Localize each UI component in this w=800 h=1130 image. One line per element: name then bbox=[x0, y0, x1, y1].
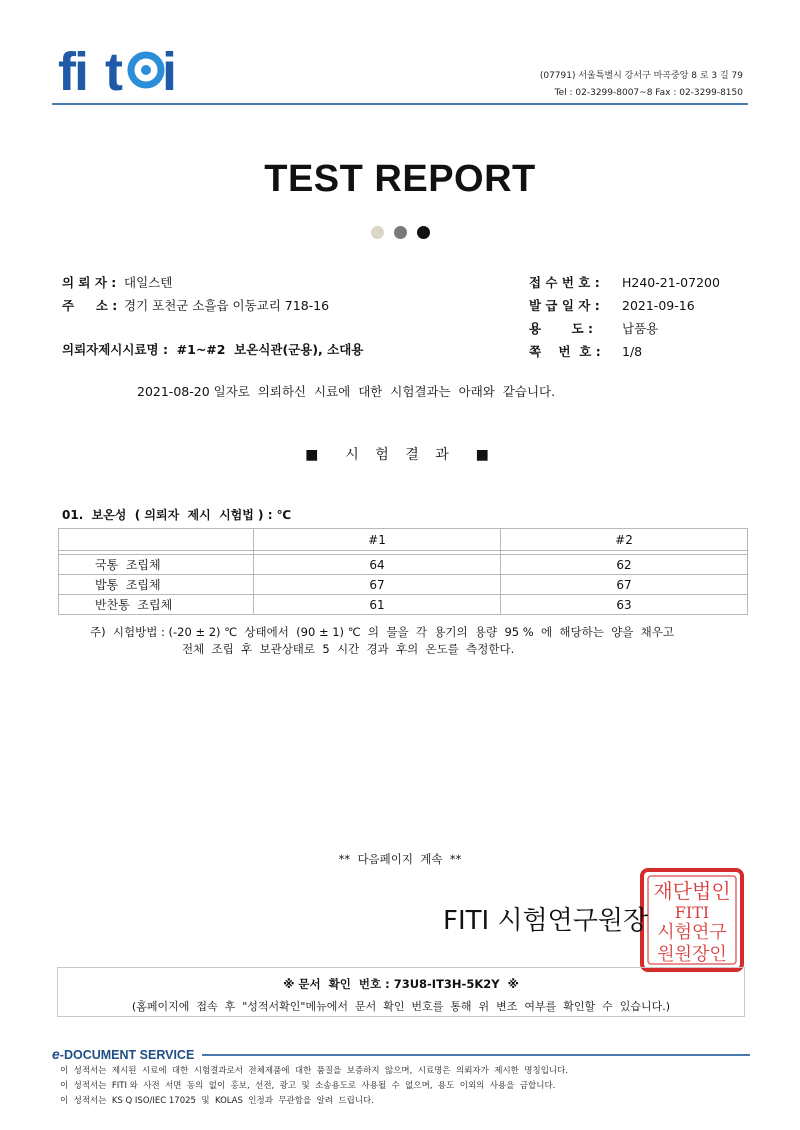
svg-text:원원장인: 원원장인 bbox=[657, 944, 727, 965]
receipt-no-label: 접 수 번 호 : bbox=[529, 275, 600, 290]
fiti-logo bbox=[58, 44, 184, 98]
issue-date-label: 발 급 일 자 : bbox=[529, 298, 600, 313]
report-title: TEST REPORT bbox=[264, 158, 536, 200]
row-value-2: 62 bbox=[501, 555, 748, 575]
receipt-row bbox=[529, 271, 720, 294]
page-no-label: 쪽 번 호 : bbox=[529, 344, 601, 359]
row-value-2: 63 bbox=[501, 595, 748, 615]
intro-text: 2021-08-20 일자로 의뢰하신 시료에 대한 시험결과는 아래와 같습니다. bbox=[137, 384, 556, 399]
client-row bbox=[62, 271, 329, 294]
section-title: 01. 보온성 ( 의뢰자 제시 시험법 ) : ℃ bbox=[62, 508, 292, 522]
header-blank-cell bbox=[59, 529, 254, 551]
page-no-row bbox=[529, 340, 720, 363]
address-value: 경기 포천군 소흘읍 이동교리 718-16 bbox=[124, 298, 330, 313]
receipt-info bbox=[529, 271, 720, 363]
receipt-no-value: H240-21-07200 bbox=[622, 275, 720, 290]
svg-text:i: i bbox=[162, 44, 178, 98]
address-text: (07791) 서울특별시 강서구 마곡중앙 8 로 3 길 79 bbox=[539, 71, 743, 81]
row-name: 반찬통 조립체 bbox=[59, 595, 254, 615]
title-dots bbox=[0, 226, 800, 239]
client-label: 의 뢰 자 : bbox=[62, 275, 117, 290]
client-value: 대일스텐 bbox=[124, 275, 173, 290]
note-line-2: 전체 조립 후 보관상태로 5 시간 경과 후의 온도를 측정한다. bbox=[182, 642, 515, 656]
note-line-1: 주) 시험방법 : (-20 ± 2) ℃ 상태에서 (90 ± 1) ℃ 의 물을 각 용기의 용량 95 % 에 해당하는 양을 채우고 bbox=[90, 625, 675, 639]
test-method-note bbox=[90, 624, 674, 658]
signature-text: FITI 시험연구원장 bbox=[443, 906, 649, 936]
svg-text:fi: fi bbox=[58, 44, 87, 98]
edocument-service-label bbox=[52, 1046, 194, 1062]
footer-line-3: 이 성적서는 KS Q ISO/IEC 17025 및 KOLAS 인정과 무관함을 알려 드립니다. bbox=[60, 1096, 374, 1106]
table-row bbox=[59, 555, 748, 575]
svg-text:t: t bbox=[105, 44, 123, 98]
dot-black bbox=[417, 226, 430, 239]
footer-line-1: 이 성적서는 제시된 시료에 대한 시험결과로서 전체제품에 대한 품질을 보증하지 않으며, 시료명은 의뢰자가 제시한 명칭입니다. bbox=[60, 1066, 569, 1076]
issue-date-value: 2021-09-16 bbox=[622, 298, 695, 313]
footer-divider bbox=[202, 1054, 750, 1056]
footer-notes bbox=[60, 1064, 568, 1109]
row-value-1: 67 bbox=[254, 575, 501, 595]
purpose-row bbox=[529, 317, 720, 340]
footer-line-2: 이 성적서는 FITI 와 사전 서면 동의 없이 홍보, 선전, 광고 및 소송용도로 사용될 수 없으며, 용도 이외의 사용을 금합니다. bbox=[60, 1081, 556, 1091]
address-row bbox=[62, 294, 329, 317]
confirm-instructions: (홈페이지에 접속 후 "성적서확인"메뉴에서 문서 확인 번호를 통해 위 변조 여부를 확인할 수 있습니다.) bbox=[131, 1000, 671, 1013]
issue-date-row bbox=[529, 294, 720, 317]
table-header-row bbox=[59, 529, 748, 551]
page-no-value: 1/8 bbox=[622, 344, 643, 359]
edoc-label: -DOCUMENT SERVICE bbox=[59, 1048, 195, 1062]
phone-fax-text: Tel : 02-3299-8007~8 Fax : 02-3299-8150 bbox=[554, 88, 743, 98]
table-row bbox=[59, 595, 748, 615]
document-confirm-box bbox=[57, 967, 745, 1017]
column-header-2: #2 bbox=[501, 529, 748, 551]
edoc-prefix: e bbox=[52, 1046, 60, 1062]
official-seal bbox=[640, 868, 744, 972]
client-info bbox=[62, 271, 329, 317]
result-heading: ■ 시 험 결 과 ■ bbox=[305, 447, 495, 463]
header-contact bbox=[540, 68, 743, 102]
svg-text:FITI: FITI bbox=[674, 903, 710, 922]
row-value-2: 67 bbox=[501, 575, 748, 595]
sample-name: 의뢰자제시시료명 : #1~#2 보온식관(군용), 소대용 bbox=[62, 342, 364, 357]
address-label: 주 소 : bbox=[62, 298, 118, 313]
svg-text:재단법인: 재단법인 bbox=[653, 879, 731, 903]
row-name: 국통 조립체 bbox=[59, 555, 254, 575]
row-name: 밥통 조립체 bbox=[59, 575, 254, 595]
purpose-value: 납품용 bbox=[622, 321, 659, 336]
dot-gray bbox=[394, 226, 407, 239]
dot-light bbox=[371, 226, 384, 239]
results-table bbox=[58, 528, 748, 615]
row-value-1: 64 bbox=[254, 555, 501, 575]
row-value-1: 61 bbox=[254, 595, 501, 615]
purpose-label: 용 도 : bbox=[529, 321, 593, 336]
confirm-number: ※ 문서 확인 번호 : 73U8-IT3H-5K2Y ※ bbox=[283, 977, 519, 991]
header-divider bbox=[52, 103, 748, 105]
svg-text:시험연구: 시험연구 bbox=[657, 922, 727, 943]
column-header-1: #1 bbox=[254, 529, 501, 551]
continued-text: ** 다음페이지 계속 ** bbox=[338, 852, 462, 866]
table-row bbox=[59, 575, 748, 595]
